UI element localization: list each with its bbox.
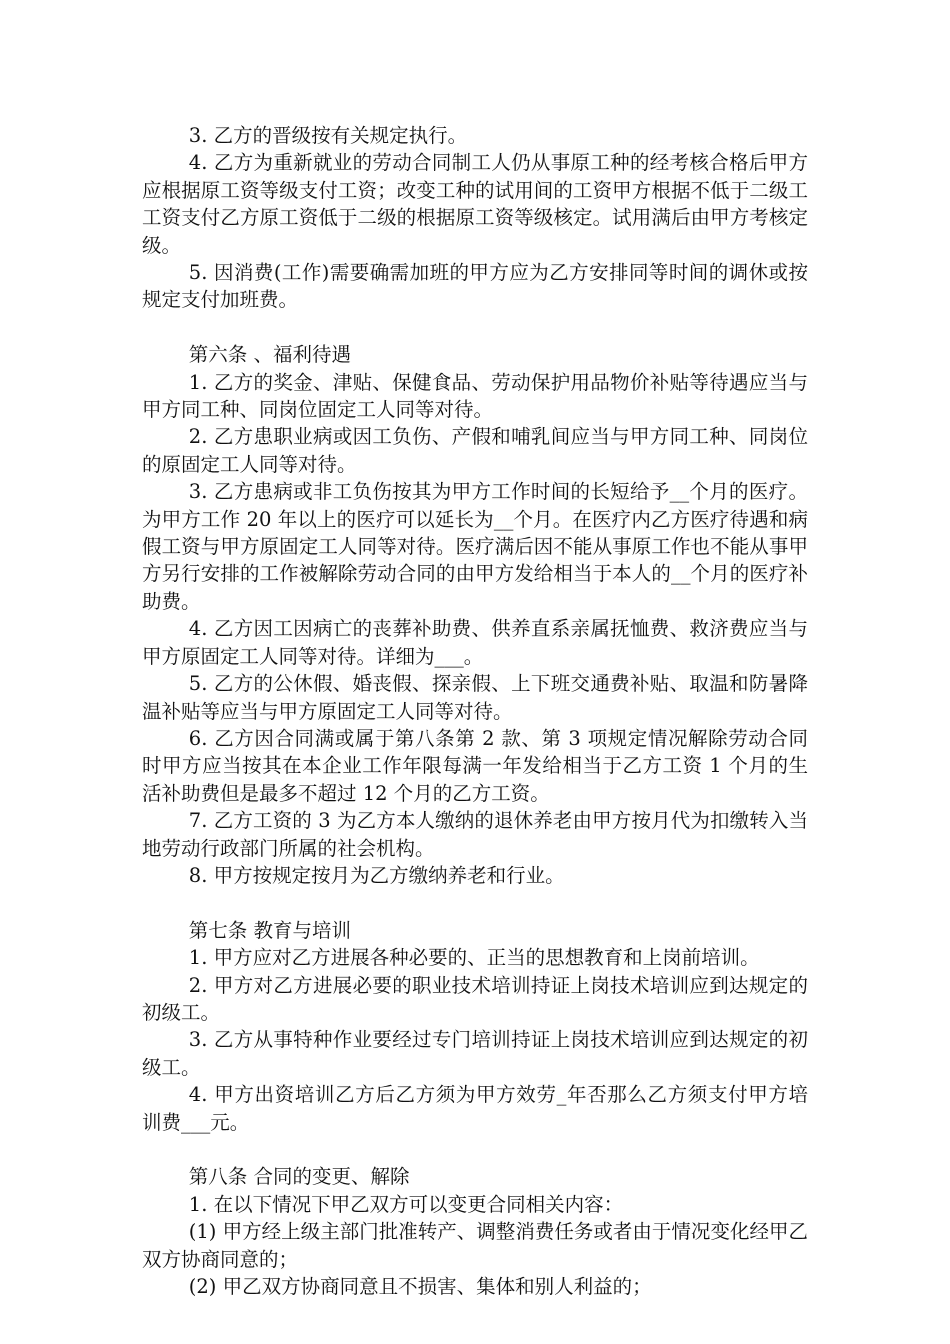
clause-8-sub-2: (2) 甲乙双方协商同意且不损害、集体和别人利益的；	[188, 1275, 652, 1299]
paragraph-gap	[142, 889, 808, 916]
clause-7-item-4: 4. 甲方出资培训乙方后乙方须为甲方效劳_年否那么乙方须支付甲方培训费___元。	[142, 1083, 808, 1134]
clause-5-item-3: 3. 乙方的晋级按有关规定执行。	[188, 124, 468, 147]
clause-8-heading: 第八条 合同的变更、解除	[188, 1165, 410, 1189]
clause-6-item-5: 5. 乙方的公休假、婚丧假、探亲假、上下班交通费补贴、取温和防暑降温补贴等应当与甲方原固定工人同等对待。	[142, 672, 808, 723]
paragraph-gap	[142, 314, 808, 341]
clause-6-heading: 第六条 、福利待遇	[188, 343, 351, 367]
clause-8-sub-1: (1) 甲方经上级主部门批准转产、调整消费任务或者由于情况变化经甲乙双方协商同意的；	[142, 1220, 808, 1271]
paragraph-gap	[142, 1136, 808, 1163]
clause-7-item-3: 3. 乙方从事特种作业要经过专门培训持证上岗技术培训应到达规定的初级工。	[142, 1028, 808, 1079]
clause-6-item-2: 2. 乙方患职业病或因工负伤、产假和哺乳间应当与甲方同工种、同岗位的原固定工人同等对待。	[142, 425, 808, 476]
document-body	[142, 122, 808, 1300]
clause-5-item-5: 5. 因消费(工作)需要确需加班的甲方应为乙方安排同等时间的调休或按规定支付加班费。	[142, 261, 808, 312]
clause-6-item-8: 8. 甲方按规定按月为乙方缴纳养老和行业。	[188, 863, 565, 887]
clause-7-item-1: 1. 甲方应对乙方进展各种必要的、正当的思想教育和上岗前培训。	[188, 946, 760, 970]
clause-5-item-4: 4. 乙方为重新就业的劳动合同制工人仍从事原工种的经考核合格后甲方应根据原工资等级支付工资；改变工种的试用间的工资甲方根据不低于二级工工资支付乙方原工资低于二级的根据原工资等级核定。试用满后由甲方考核定级。	[142, 151, 808, 257]
clause-6-item-1: 1. 乙方的奖金、津贴、保健食品、劳动保护用品物价补贴等待遇应当与甲方同工种、同岗位固定工人同等对待。	[142, 370, 808, 422]
clause-8-item-1: 1. 在以下情况下甲乙双方可以变更合同相关内容：	[188, 1192, 624, 1216]
clause-6-item-4: 4. 乙方因工因病亡的丧葬补助费、供养直系亲属抚恤费、救济费应当与甲方原固定工人同等对待。详细为___。	[142, 617, 808, 668]
clause-6-item-6: 6. 乙方因合同满或属于第八条第 2 款、第 3 项规定情况解除劳动合同时甲方应当按其在本企业工作年限每满一年发给相当于乙方工资 1 个月的生活补助费但是最多不超过 12 个月的乙方工资。	[142, 726, 808, 805]
clause-6-item-3: 3. 乙方患病或非工负伤按其为甲方工作时间的长短给予__个月的医疗。为甲方工作 20 年以上的医疗可以延长为__个月。在医疗内乙方医疗待遇和病假工资与甲方原固定工人同等对待。医疗满后因不能从事原工作也不能从事甲方另行安排的工作被解除劳动合同的由甲方发给相当于本人的__个月的医疗补助费。	[142, 480, 808, 613]
clause-7-heading: 第七条 教育与培训	[188, 918, 351, 942]
clause-7-item-2: 2. 甲方对乙方进展必要的职业技术培训持证上岗技术培训应到达规定的初级工。	[142, 973, 808, 1024]
clause-6-item-7: 7. 乙方工资的 3 为乙方本人缴纳的退休养老由甲方按月代为扣缴转入当地劳动行政部门所属的社会机构。	[142, 809, 808, 860]
